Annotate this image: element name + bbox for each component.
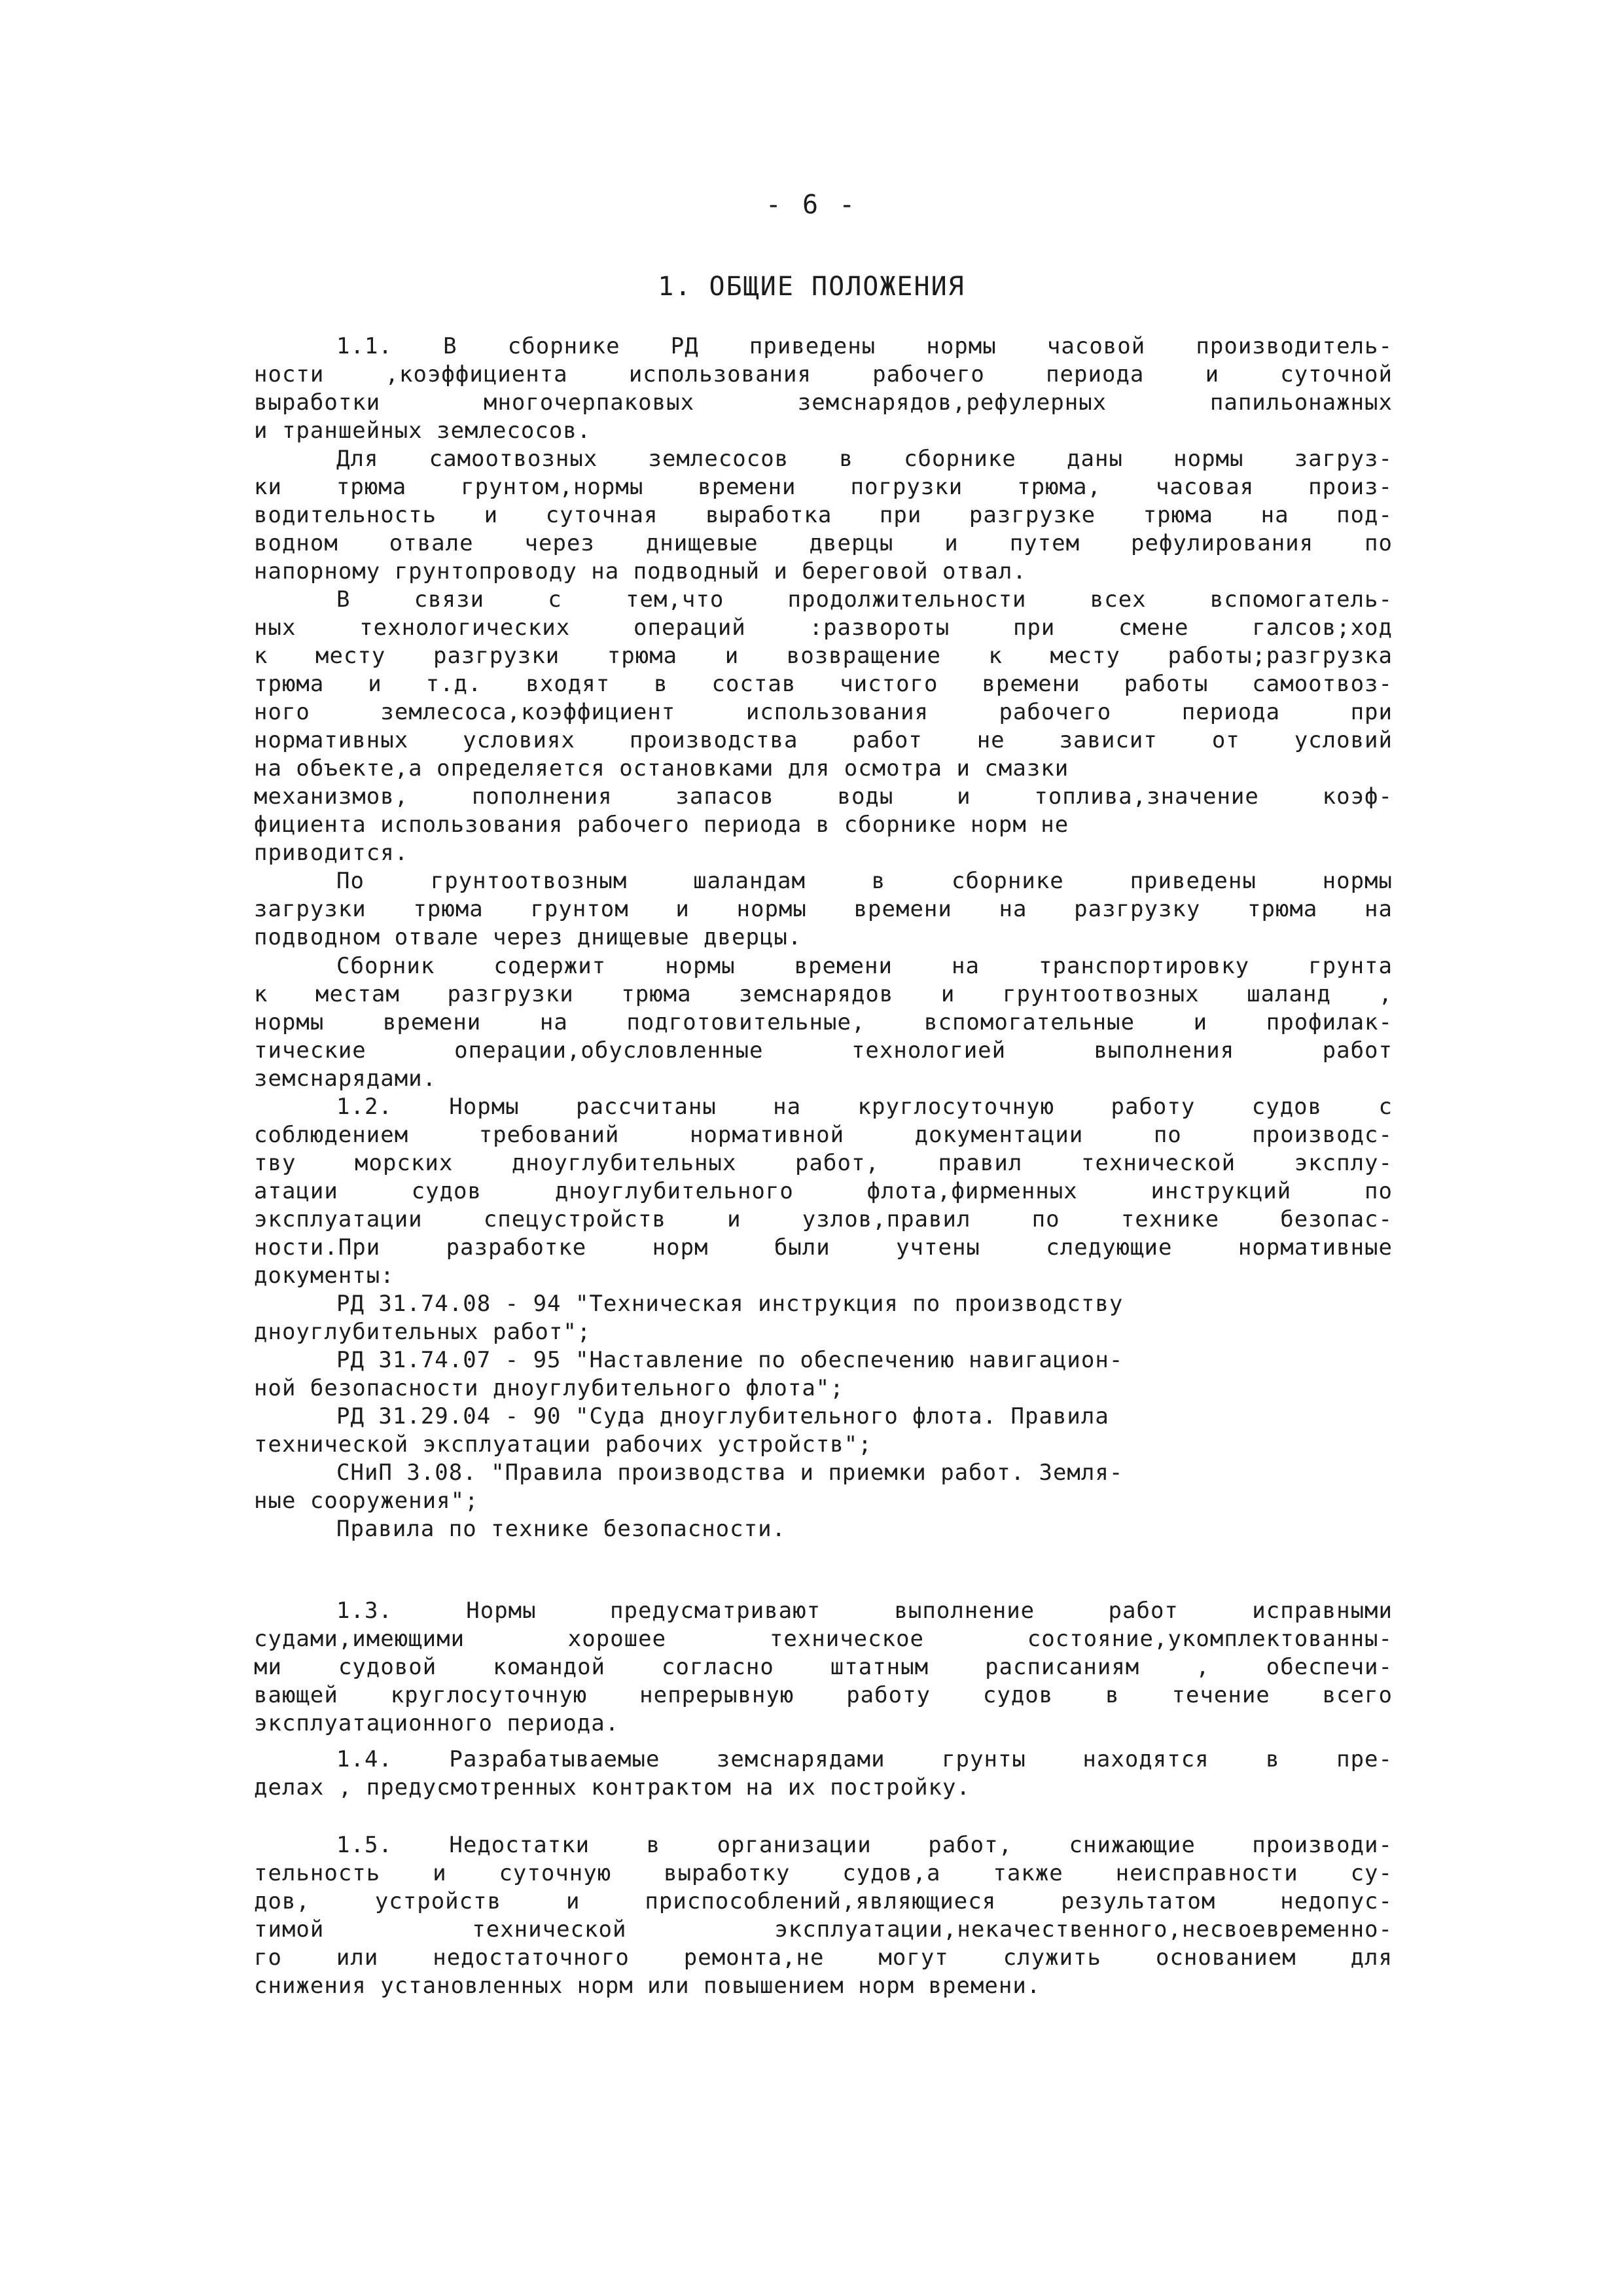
text-line: Сборник содержит нормы времени на транспортировку грунта bbox=[336, 953, 1393, 979]
text-line: ной безопасности дноуглубительного флота"; bbox=[254, 1375, 844, 1401]
paragraph-1-3 bbox=[254, 1597, 1393, 1738]
text-line: ми судовой командой согласно штатным расписаниям , обеспечи- bbox=[254, 1654, 1393, 1680]
text-line: РД 31.29.04 - 90 "Суда дноуглубительного флота. Правила bbox=[336, 1403, 1109, 1429]
text-line: РД 31.74.07 - 95 "Наставление по обеспечению навигацион- bbox=[336, 1347, 1124, 1373]
reference-rd-31-29-04 bbox=[254, 1403, 1393, 1459]
reference-snip-3-08 bbox=[254, 1459, 1393, 1515]
paragraph-hopper-dredgers bbox=[254, 445, 1393, 586]
section-title: 1. ОБЩИЕ ПОЛОЖЕНИЯ bbox=[658, 272, 965, 302]
reference-rd-31-74-07 bbox=[254, 1346, 1393, 1403]
text-line: По грунтоотвозным шаландам в сборнике приведены нормы bbox=[336, 868, 1393, 894]
text-line: 1.5. Недостатки в организации работ, снижающие производи- bbox=[336, 1832, 1393, 1858]
text-line: вающей круглосуточную непрерывную работу судов в течение всего bbox=[254, 1682, 1393, 1708]
paragraph-1-2 bbox=[254, 1093, 1393, 1290]
text-line: земснарядами. bbox=[254, 1066, 437, 1092]
paragraph-collection-contents bbox=[254, 952, 1393, 1093]
text-line: тические операции,обусловленные технологией выполнения работ bbox=[254, 1037, 1393, 1064]
text-line: судами,имеющими хорошее техническое состояние,укомплектованны- bbox=[254, 1626, 1393, 1652]
text-line: 1.2. Нормы рассчитаны на круглосуточную работу судов с bbox=[336, 1094, 1393, 1120]
paragraph-1-5 bbox=[254, 1831, 1393, 2000]
text-line: механизмов, пополнения запасов воды и топлива,значение коэф- bbox=[254, 783, 1393, 810]
text-line: трюма и т.д. входят в состав чистого времени работы самоотвоз- bbox=[254, 671, 1393, 697]
text-line: нормативных условиях производства работ не зависит от условий bbox=[254, 727, 1393, 753]
text-line: ки трюма грунтом,нормы времени погрузки трюма, часовая произ- bbox=[254, 474, 1393, 500]
text-line: тимой технической эксплуатации,некачественного,несвоевременно- bbox=[254, 1916, 1393, 1943]
text-line: на объекте,а определяется остановками для осмотра и смазки bbox=[254, 755, 1069, 781]
text-line: 1.1. В сборнике РД приведены нормы часовой производитель- bbox=[336, 333, 1393, 359]
text-line: 1.3. Нормы предусматривают выполнение работ исправными bbox=[336, 1598, 1393, 1624]
paragraph-1-4 bbox=[254, 1746, 1393, 1802]
page-number: - 6 - bbox=[765, 190, 858, 220]
text-line: загрузки трюма грунтом и нормы времени на разгрузку трюма на bbox=[254, 896, 1393, 922]
text-line: В связи с тем,что продолжительности всех вспомогатель- bbox=[336, 586, 1393, 613]
text-line: дноуглубительных работ"; bbox=[254, 1319, 592, 1345]
text-line: тву морских дноуглубительных работ, правил технической эксплу- bbox=[254, 1150, 1393, 1176]
text-line: эксплуатации спецустройств и узлов,правил по технике безопас- bbox=[254, 1206, 1393, 1232]
text-line: напорному грунтопроводу на подводный и береговой отвал. bbox=[254, 558, 1027, 584]
text-line: выработки многочерпаковых земснарядов,рефулерных папильонажных bbox=[254, 389, 1393, 416]
reference-safety-rules bbox=[254, 1515, 1393, 1543]
text-line: РД 31.74.08 - 94 "Техническая инструкция по производству bbox=[336, 1291, 1124, 1317]
text-line: 1.4. Разрабатываемые земснарядами грунты находятся в пре- bbox=[336, 1746, 1393, 1772]
text-line: подводном отвале через днищевые дверцы. bbox=[254, 924, 802, 950]
text-line: приводится. bbox=[254, 840, 409, 866]
text-line: и траншейных землесосов. bbox=[254, 418, 592, 444]
text-line: водном отвале через днищевые дверцы и путем рефулирования по bbox=[254, 530, 1393, 556]
text-line: ных технологических операций :развороты при смене галсов;ход bbox=[254, 615, 1393, 641]
text-line: го или недостаточного ремонта,не могут служить основанием для bbox=[254, 1945, 1393, 1971]
text-line: ные сооружения"; bbox=[254, 1488, 479, 1514]
text-line: технической эксплуатации рабочих устройств"; bbox=[254, 1431, 872, 1458]
text-line: нормы времени на подготовительные, вспомогательные и профилак- bbox=[254, 1009, 1393, 1035]
text-line: Правила по технике безопасности. bbox=[336, 1516, 787, 1542]
text-line: СНиП 3.08. "Правила производства и приемки работ. Земля- bbox=[336, 1460, 1124, 1486]
text-line: ного землесоса,коэффициент использования рабочего периода при bbox=[254, 699, 1393, 725]
paragraph-1-1 bbox=[254, 332, 1393, 445]
text-line: документы: bbox=[254, 1263, 395, 1289]
reference-rd-31-74-08 bbox=[254, 1290, 1393, 1346]
text-line: эксплуатационного периода. bbox=[254, 1710, 620, 1736]
text-line: фициента использования рабочего периода в сборнике норм не bbox=[254, 812, 1069, 838]
text-line: ности.При разработке норм были учтены следующие нормативные bbox=[254, 1234, 1393, 1261]
text-line: Для самоотвозных землесосов в сборнике даны нормы загруз- bbox=[336, 446, 1393, 472]
text-line: к местам разгрузки трюма земснарядов и грунтоотвозных шаланд , bbox=[254, 981, 1393, 1007]
text-line: соблюдением требований нормативной документации по производс- bbox=[254, 1122, 1393, 1148]
paragraph-auxiliary-operations bbox=[254, 586, 1393, 867]
text-line: водительность и суточная выработка при разгрузке трюма на под- bbox=[254, 502, 1393, 528]
text-line: тельность и суточную выработку судов,а также неисправности су- bbox=[254, 1860, 1393, 1886]
text-line: к месту разгрузки трюма и возвращение к месту работы;разгрузка bbox=[254, 643, 1393, 669]
text-line: делах , предусмотренных контрактом на их постройку. bbox=[254, 1774, 971, 1801]
text-line: снижения установленных норм или повышением норм времени. bbox=[254, 1973, 1041, 1999]
text-line: атации судов дноуглубительного флота,фирменных инструкций по bbox=[254, 1178, 1393, 1204]
text-line: ности ,коэффициента использования рабочего периода и суточной bbox=[254, 361, 1393, 387]
text-line: дов, устройств и приспособлений,являющиеся результатом недопус- bbox=[254, 1888, 1393, 1914]
paragraph-barges bbox=[254, 867, 1393, 952]
